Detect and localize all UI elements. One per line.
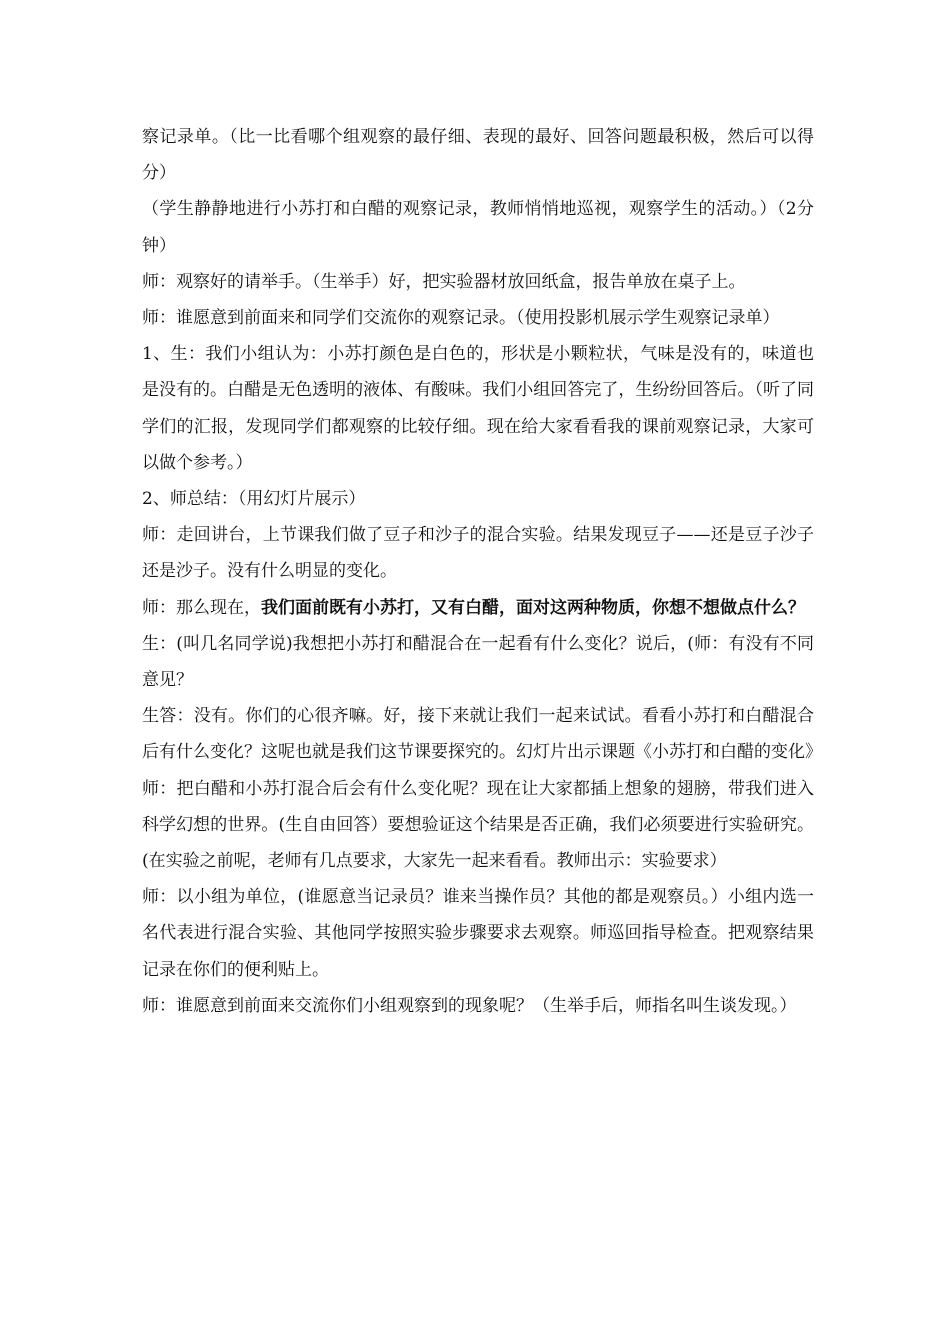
paragraph — [142, 191, 814, 263]
paragraph — [142, 771, 814, 880]
bold-text-run: 我们面前既有小苏打，又有白醋，面对这两种物质，你想不想做点什么？ — [261, 597, 805, 618]
paragraph — [142, 336, 814, 481]
text-run: 师：走回讲台，上节课我们做了豆子和沙子的混合实验。结果发现豆子——还是豆子沙子还是沙子。没有什么明显的变化。 — [142, 525, 814, 582]
text-run: 察记录单。（比一比看哪个组观察的最仔细、表现的最好、回答问题最积极，然后可以得分） — [142, 127, 814, 184]
text-run: 生答：没有。你们的心很齐嘛。好，接下来就让我们一起来试试。看看小苏打和白醋混合后有什么变化？这呢也就是我们这节课要探究的。幻灯片出示课题《小苏打和白醋的变化》 — [142, 706, 822, 763]
paragraph — [142, 698, 822, 770]
paragraph — [142, 300, 814, 336]
paragraph — [142, 590, 814, 626]
document-page — [142, 119, 822, 1024]
text-run: 2、师总结：（用幻灯片展示） — [142, 489, 366, 510]
text-run: （学生静静地进行小苏打和白醋的观察记录，教师悄悄地巡视，观察学生的活动。）（2分钟） — [142, 199, 814, 256]
text-run: 师：那么现在， — [142, 597, 261, 618]
text-run: 师：把白醋和小苏打混合后会有什么变化呢？现在让大家都插上想象的翅膀，带我们进入科学幻想的世界。(生自由回答）要想验证这个结果是否正确，我们必须要进行实验研究。(在实验之前呢，老师有几点要求，大家先一起来看看。教师出示：实验要求） — [142, 778, 814, 872]
paragraph — [142, 988, 814, 1024]
text-run: 师：谁愿意到前面来交流你们小组观察到的现象呢？（生举手后，师指名叫生谈发现。） — [142, 995, 797, 1016]
paragraph — [142, 119, 814, 191]
paragraph — [142, 879, 814, 988]
text-run: 师：以小组为单位，(谁愿意当记录员？谁来当操作员？其他的都是观察员。）小组内选一名代表进行混合实验、其他同学按照实验步骤要求去观察。师巡回指导检查。把观察结果记录在你们的便利贴上。 — [142, 887, 814, 980]
text-run: 生：(叫几名同学说)我想把小苏打和醋混合在一起看有什么变化？说后，(师：有没有不同意见？ — [142, 633, 814, 691]
paragraph — [142, 481, 814, 517]
paragraph — [142, 626, 814, 698]
text-run: 师：谁愿意到前面来和同学们交流你的观察记录。（使用投影机展示学生观察记录单） — [142, 308, 780, 329]
paragraph — [142, 517, 814, 589]
text-run: 1、生：我们小组认为：小苏打颜色是白色的，形状是小颗粒状，气味是没有的，味道也是没有的。白醋是无色透明的液体、有酸味。我们小组回答完了，生纷纷回答后。（听了同学们的汇报，发现同学们都观察的比较仔细。现在给大家看看我的课前观察记录，大家可以做个参考。） — [142, 344, 814, 473]
paragraph — [142, 264, 814, 300]
text-run: 师：观察好的请举手。（生举手）好，把实验器材放回纸盒，报告单放在桌子上。 — [142, 271, 746, 292]
